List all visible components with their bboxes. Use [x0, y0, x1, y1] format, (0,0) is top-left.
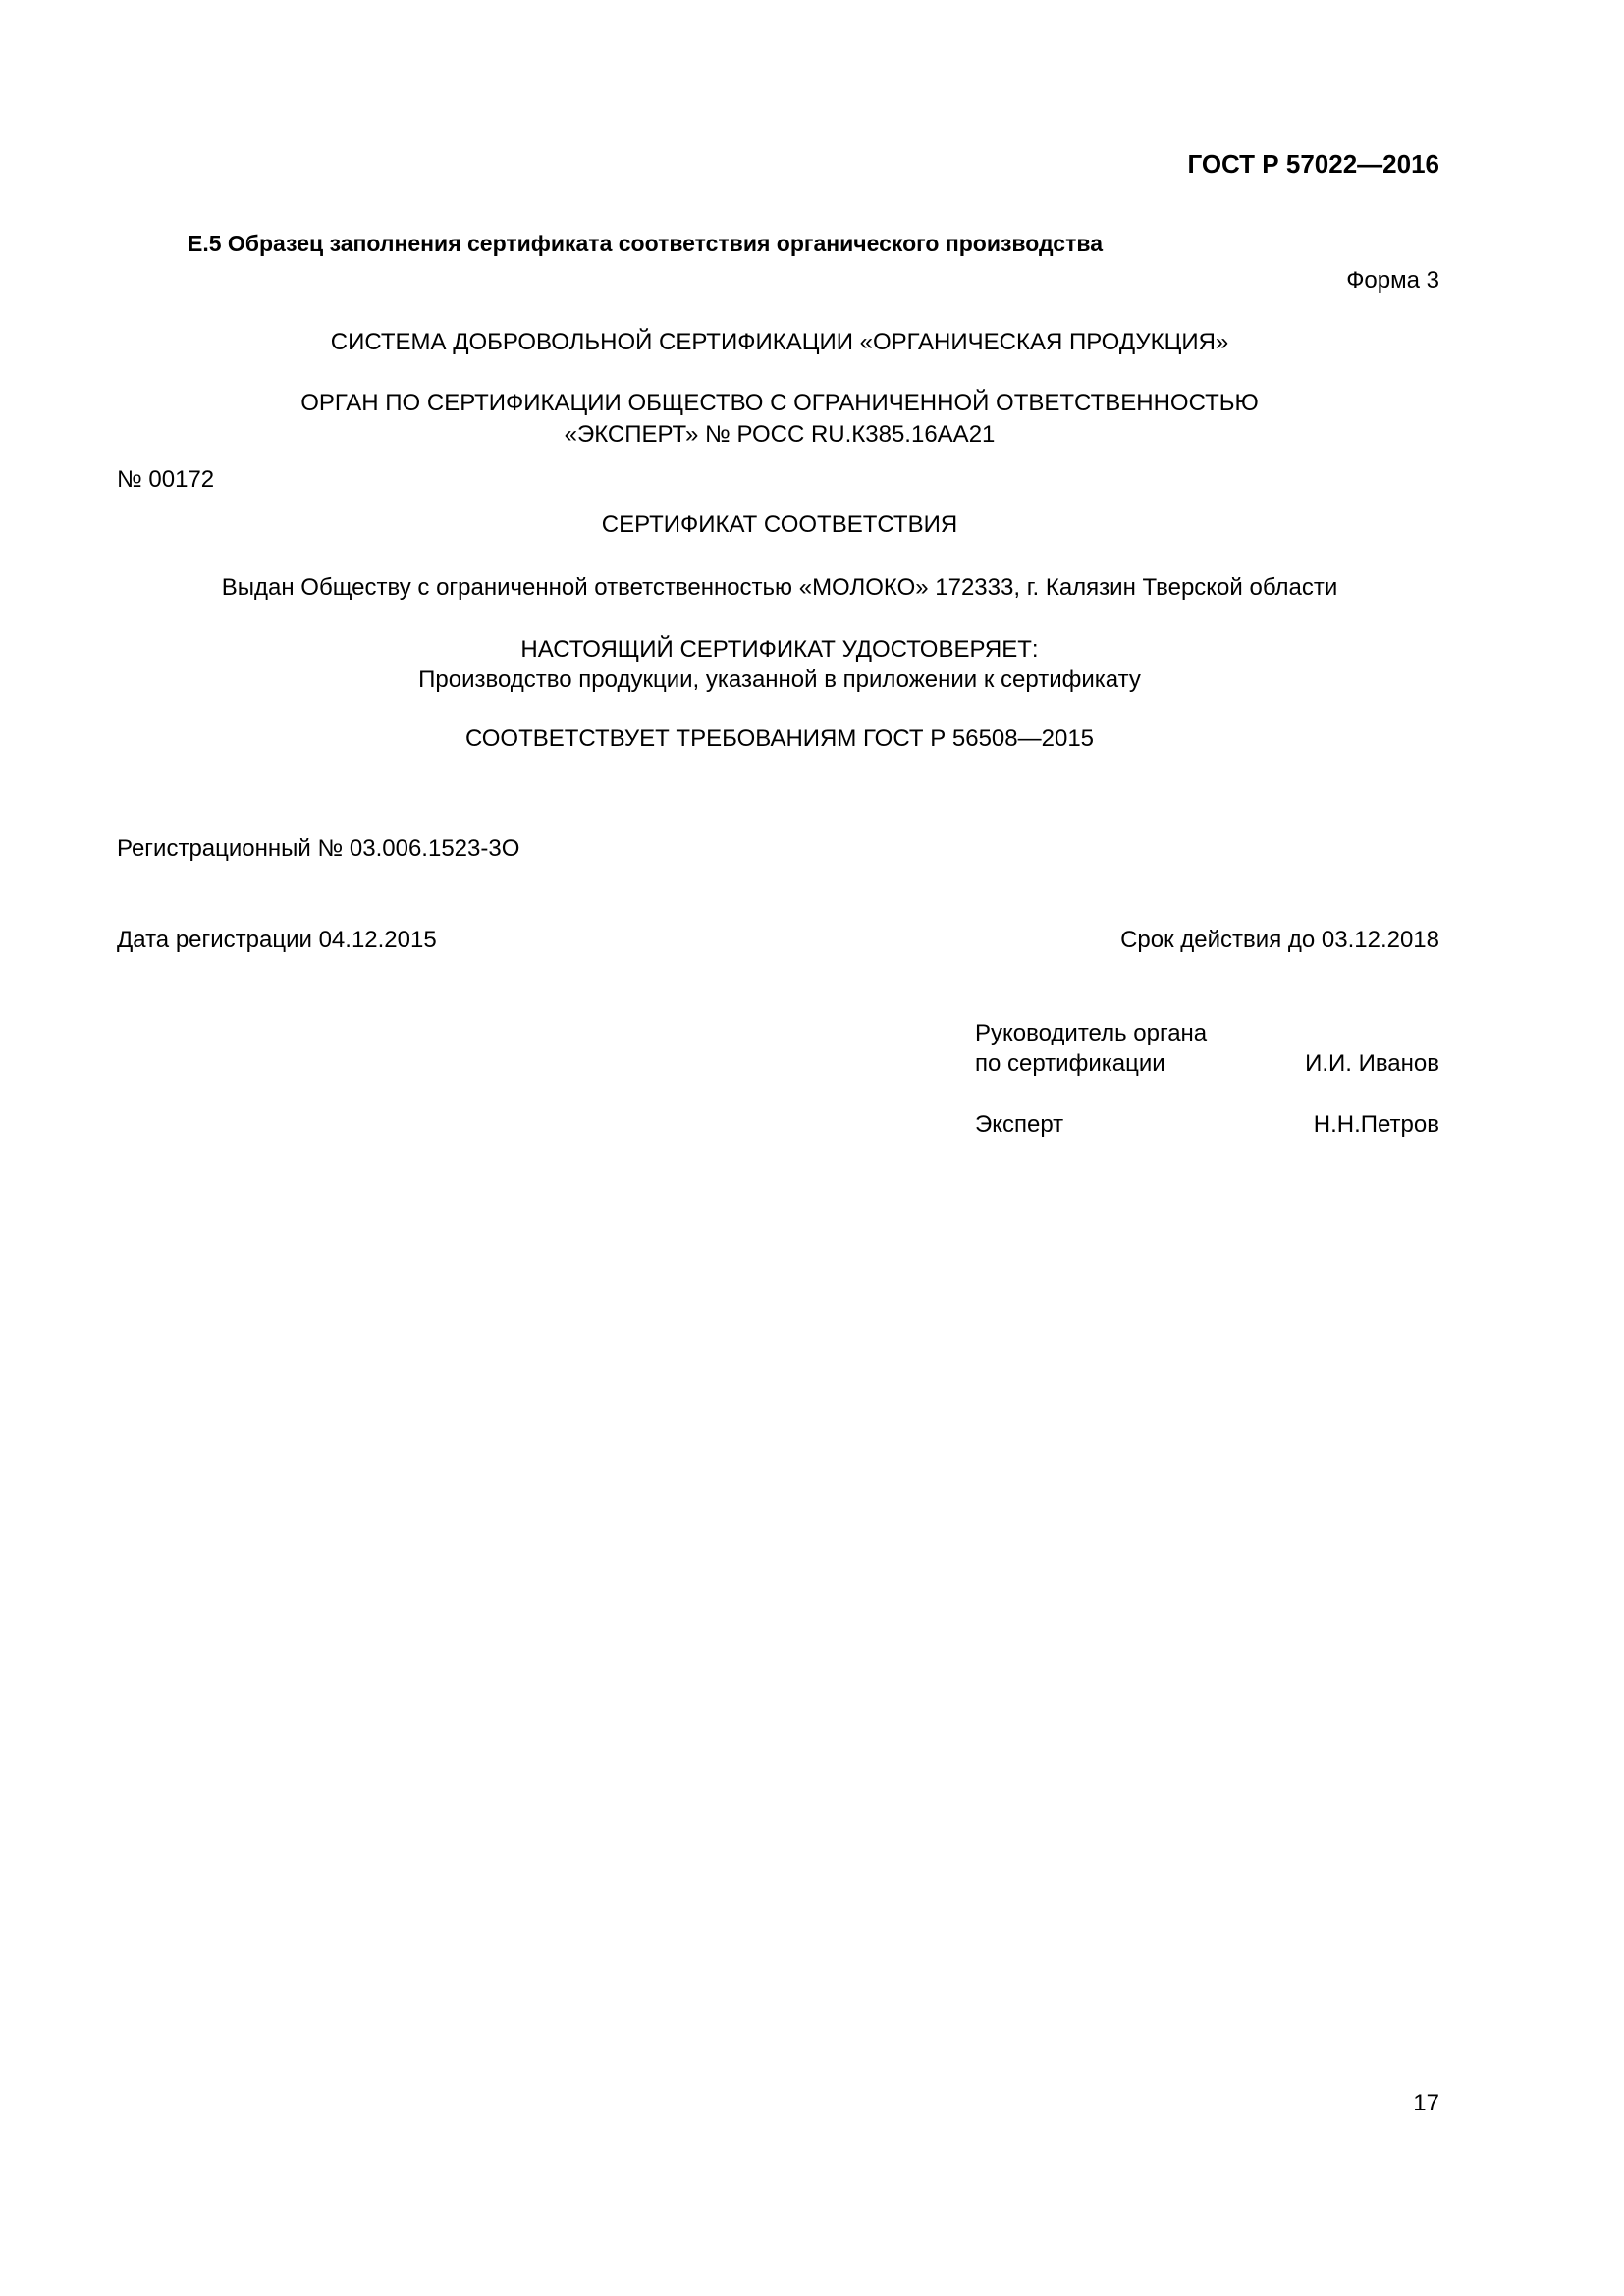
expert-name: Н.Н.Петров: [1313, 1111, 1439, 1138]
registration-date: Дата регистрации 04.12.2015: [117, 927, 437, 953]
standard-header: ГОСТ Р 57022—2016: [1187, 149, 1439, 179]
certificate-number: № 00172: [117, 466, 215, 493]
head-name: И.И. Иванов: [1305, 1050, 1439, 1077]
section-title: Е.5 Образец заполнения сертификата соответствия органического производства: [188, 231, 1103, 256]
registration-number: Регистрационный № 03.006.1523-3О: [117, 835, 520, 862]
valid-until: Срок действия до 03.12.2018: [1120, 927, 1439, 953]
certifies-text: Производство продукции, указанной в приложении к сертификату: [418, 667, 1141, 693]
system-name: СИСТЕМА ДОБРОВОЛЬНОЙ СЕРТИФИКАЦИИ «ОРГАНИЧЕСКАЯ ПРОДУКЦИЯ»: [330, 329, 1229, 355]
conformity-statement: СООТВЕТСТВУЕТ ТРЕБОВАНИЯМ ГОСТ Р 56508—2015: [464, 725, 1095, 752]
head-role-line1: Руководитель органа: [975, 1020, 1208, 1046]
certification-body-line1: ОРГАН ПО СЕРТИФИКАЦИИ ОБЩЕСТВО С ОГРАНИЧЕННОЙ ОТВЕТСТВЕННОСТЬЮ: [300, 390, 1259, 416]
page-number: 17: [1413, 2090, 1439, 2116]
certifies-heading: НАСТОЯЩИЙ СЕРТИФИКАТ УДОСТОВЕРЯЕТ:: [520, 636, 1039, 663]
head-role-line2: по сертификации: [975, 1050, 1165, 1077]
expert-role: Эксперт: [975, 1111, 1064, 1138]
issued-to: Выдан Обществу с ограниченной ответственностью «МОЛОКО» 172333, г. Калязин Тверской области: [221, 574, 1338, 601]
certificate-title: СЕРТИФИКАТ СООТВЕТСТВИЯ: [601, 511, 958, 538]
certification-body-line2: «ЭКСПЕРТ» № РОСС RU.К385.16АА21: [564, 421, 996, 448]
form-label: Форма 3: [1346, 267, 1439, 294]
